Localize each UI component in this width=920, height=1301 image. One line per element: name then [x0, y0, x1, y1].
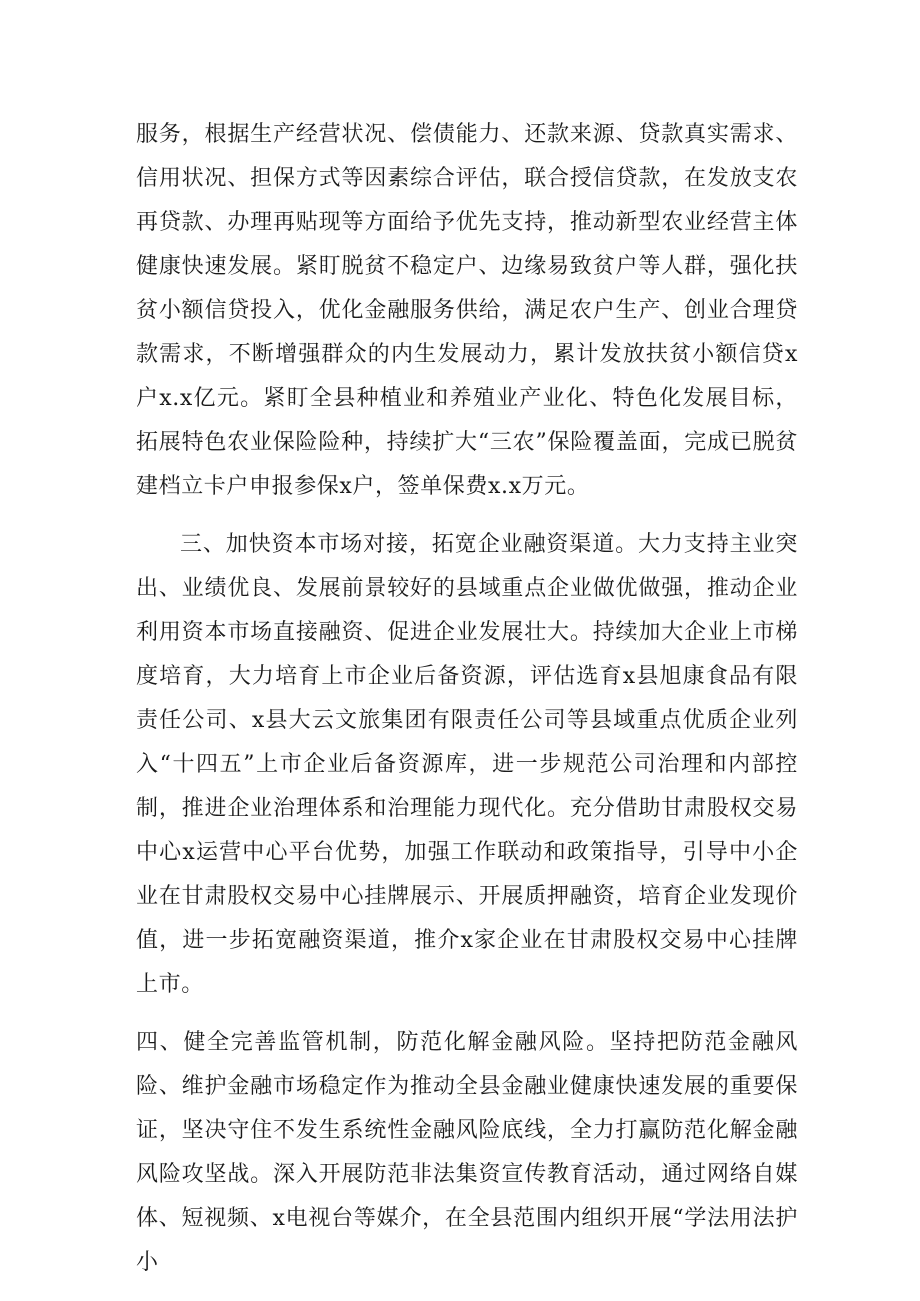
- paragraph-capital-market: 三、加快资本市场对接，拓宽企业融资渠道。大力支持主业突出、业绩优良、发展前景较好的县域重点企业做优做强，推动企业利用资本市场直接融资、促进企业发展壮大。持续加大企业上市梯度培育，大力培育上市企业后备资源，评估选育x县旭康食品有限责任公司、x县大云文旅集团有限责任公司等县域重点优质企业列入“十四五”上市企业后备资源库，进一步规范公司治理和内部控制，推进企业治理体系和治理能力现代化。充分借助甘肃股权交易中心x运营中心平台优势，加强工作联动和政策指导，引导中小企业在甘肃股权交易中心挂牌展示、开展质押融资，培育企业发现价值，进一步拓宽融资渠道，推介x家企业在甘肃股权交易中心挂牌上市。: [136, 532, 798, 997]
- paragraph-risk-supervision: 四、健全完善监管机制，防范化解金融风险。坚持把防范金融风险、维护金融市场稳定作为推动全县金融业健康快速发展的重要保证，坚决守住不发生系统性金融风险底线，全力打赢防范化解金融风险攻坚战。深入开展防范非法集资宣传教育活动，通过网络自媒体、短视频、x电视台等媒介，在全县范围内组织开展“学法用法护小: [136, 1030, 798, 1275]
- document-page: [136, 113, 798, 1285]
- paragraph-financial-services-rural: 服务，根据生产经营状况、偿债能力、还款来源、贷款真实需求、信用状况、担保方式等因素综合评估，联合授信贷款，在发放支农再贷款、办理再贴现等方面给予优先支持，推动新型农业经营主体健康快速发展。紧盯脱贫不稳定户、边缘易致贫户等人群，强化扶贫小额信贷投入，优化金融服务供给，满足农户生产、创业合理贷款需求，不断增强群众的内生发展动力，累计发放扶贫小额信贷x户x.x亿元。紧盯全县种植业和养殖业产业化、特色化发展目标，拓展特色农业保险险种，持续扩大“三农”保险覆盖面，完成已脱贫建档立卡户申报参保x户，签单保费x.x万元。: [136, 122, 798, 499]
